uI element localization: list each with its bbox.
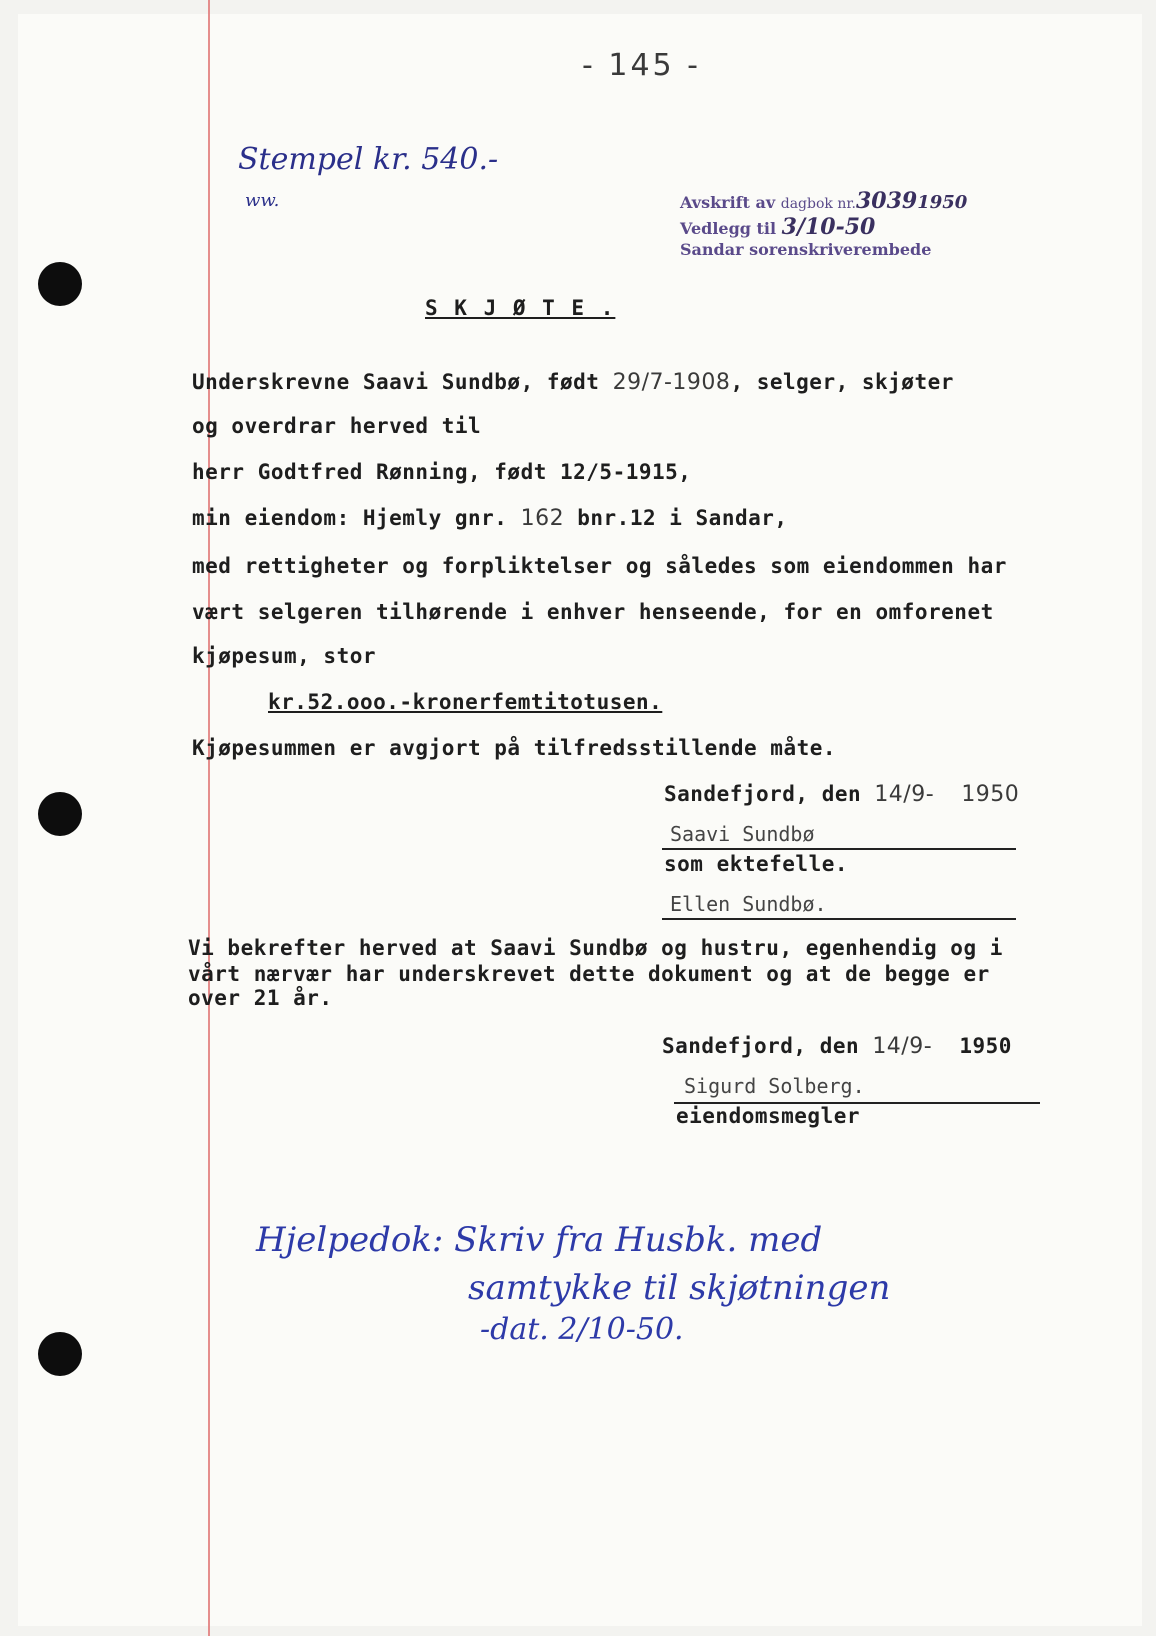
stamp-line1-value: 3039 [855, 188, 918, 214]
stamp-line1-print: dagbok nr. [780, 196, 856, 212]
note-line-2: samtykke til skjøtningen [468, 1268, 891, 1308]
body-line-7: kjøpesum, stor [192, 644, 377, 668]
birth-date-handwritten: 29/7-1908 [612, 370, 731, 395]
margin-line [208, 0, 210, 1636]
seller-signature: Saavi Sundbø [670, 822, 815, 846]
punch-hole-top [38, 262, 82, 306]
date2-year: 1950 [959, 1034, 1012, 1058]
gnr-handwritten: 162 [520, 506, 565, 531]
witness-line-1: Vi bekrefter herved at Saavi Sundbø og hustru, egenhendig og i [188, 936, 1003, 960]
body-line-8: Kjøpesummen er avgjort på tilfredsstillende måte. [192, 736, 837, 760]
witness-title: eiendomsmegler [676, 1104, 861, 1128]
page-number: - 145 - [582, 48, 701, 83]
stamp-line2-label: Vedlegg til [680, 219, 777, 238]
witness-signature: Sigurd Solberg. [684, 1074, 865, 1098]
date1-day-handwritten: 14/9- [874, 782, 935, 807]
stamp-line2-value: 3/10-50 [781, 214, 876, 240]
witness-line-2: vårt nærvær har underskrevet dette dokument og at de begge er [188, 962, 990, 986]
date1-year-handwritten: 1950 [961, 782, 1020, 807]
note-line-1: Hjelpedok: Skriv fra Husbk. med [256, 1220, 823, 1260]
document-title: S K J Ø T E . [425, 296, 616, 320]
body-line-1: Underskrevne Saavi Sundbø, født 29/7-1908, selger, skjøter [192, 370, 954, 395]
spouse-signature: Ellen Sundbø. [670, 892, 827, 916]
body-line-4: min eiendom: Hjemly gnr. 162 bnr.12 i Sandar, [192, 506, 788, 531]
date2-day-handwritten: 14/9- [872, 1034, 933, 1059]
document-page [18, 14, 1142, 1626]
date-line-1: Sandefjord, den 14/9- 1950 [664, 782, 1020, 807]
stamp-line1-year: 1950 [917, 192, 968, 213]
signature-line-seller [662, 848, 1016, 850]
stamp-line1-label: Avskrift av [680, 193, 776, 212]
body-line-5: med rettigheter og forpliktelser og således som eiendommen har [192, 554, 1007, 578]
punch-hole-middle [38, 792, 82, 836]
stamp-duty-initials: ww. [245, 190, 280, 211]
spouse-label: som ektefelle. [664, 852, 849, 876]
punch-hole-bottom [38, 1332, 82, 1376]
date-line-2: Sandefjord, den 14/9- 1950 [662, 1034, 1012, 1059]
stamp-duty-note: Stempel kr. 540.- [238, 142, 499, 177]
purchase-amount: kr.52.ooo.-kronerfemtitotusen. [268, 690, 663, 714]
body-line-6: vært selgeren tilhørende i enhver henseende, for en omforenet [192, 600, 994, 624]
stamp-line3: Sandar sorenskriverembede [680, 240, 932, 259]
signature-line-spouse [662, 918, 1016, 920]
body-line-3: herr Godtfred Rønning, født 12/5-1915, [192, 460, 692, 484]
note-line-3: -dat. 2/10-50. [480, 1312, 684, 1347]
body-line-2: og overdrar herved til [192, 414, 482, 438]
witness-line-3: over 21 år. [188, 986, 333, 1010]
